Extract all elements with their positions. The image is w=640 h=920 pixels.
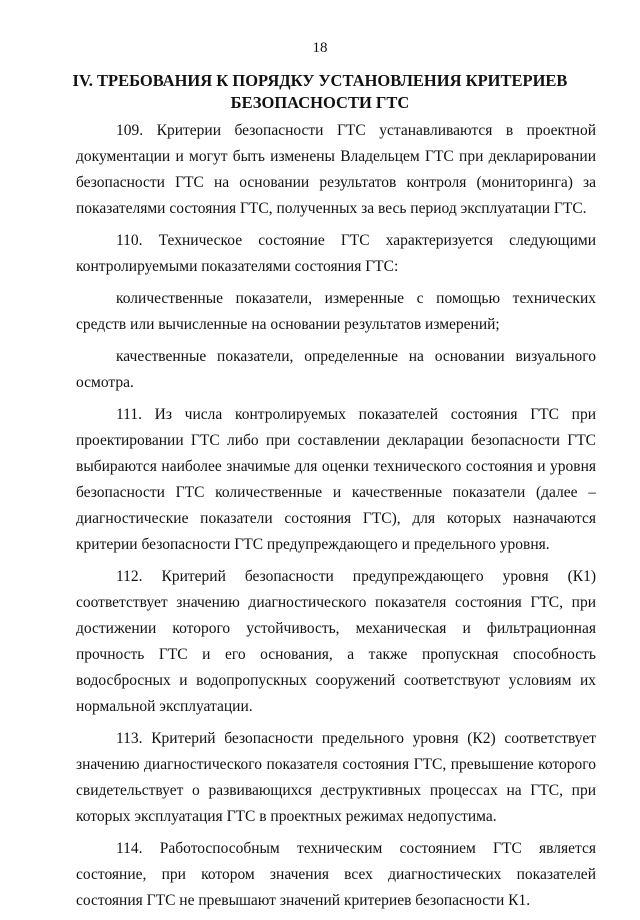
paragraph-quantitative: количественные показатели, измеренные с помощью технических средств или вычисленные на основании результатов измерений;: [76, 290, 596, 333]
document-body: [76, 118, 596, 920]
paragraph-111: 111. Из числа контролируемых показателей состояния ГТС при проектировании ГТС либо при составлении декларации безопасности ГТС выбираются наиболее значимые для оценки технического состояния и уровня безопасности ГТС количественные и качественные показатели (далее – диагностические показатели состояния ГТС), для которых назначаются критерии безопасности ГТС предупреждающего и предельного уровня.: [76, 406, 596, 553]
paragraph-109: 109. Критерии безопасности ГТС устанавливаются в проектной документации и могут быть изменены Владельцем ГТС при декларировании безопасности ГТС на основании результатов контроля (мониторинга) за показателями состояния ГТС, полученных за весь период эксплуатации ГТС.: [76, 122, 596, 217]
paragraph-112: 112. Критерий безопасности предупреждающего уровня (К1) соответствует значению диагностического показателя состояния ГТС, при достижении которого устойчивость, механическая и фильтрационная прочность ГТС и его основания, а также пропускная способность водосбросных и водопропускных сооружений соответствуют условиям их нормальной эксплуатации.: [76, 568, 596, 715]
paragraph-113: 113. Критерий безопасности предельного уровня (К2) соответствует значению диагностического показателя состояния ГТС, превышение которого свидетельствует о развивающихся деструктивных процессах на ГТС, при которых эксплуатация ГТС в проектных режимах недопустима.: [76, 730, 596, 825]
section-heading: IV. ТРЕБОВАНИЯ К ПОРЯДКУ УСТАНОВЛЕНИЯ КРИТЕРИЕВ БЕЗОПАСНОСТИ ГТС: [72, 71, 568, 112]
page-number: 18: [312, 40, 328, 56]
paragraph-qualitative: качественные показатели, определенные на основании визуального осмотра.: [76, 348, 596, 391]
paragraph-110: 110. Техническое состояние ГТС характеризуется следующими контролируемыми показателями состояния ГТС:: [76, 232, 596, 275]
paragraph-114: 114. Работоспособным техническим состоянием ГТС является состояние, при котором значения всех диагностических показателей состояния ГТС не превышают значений критериев безопасности К1.: [76, 840, 596, 909]
